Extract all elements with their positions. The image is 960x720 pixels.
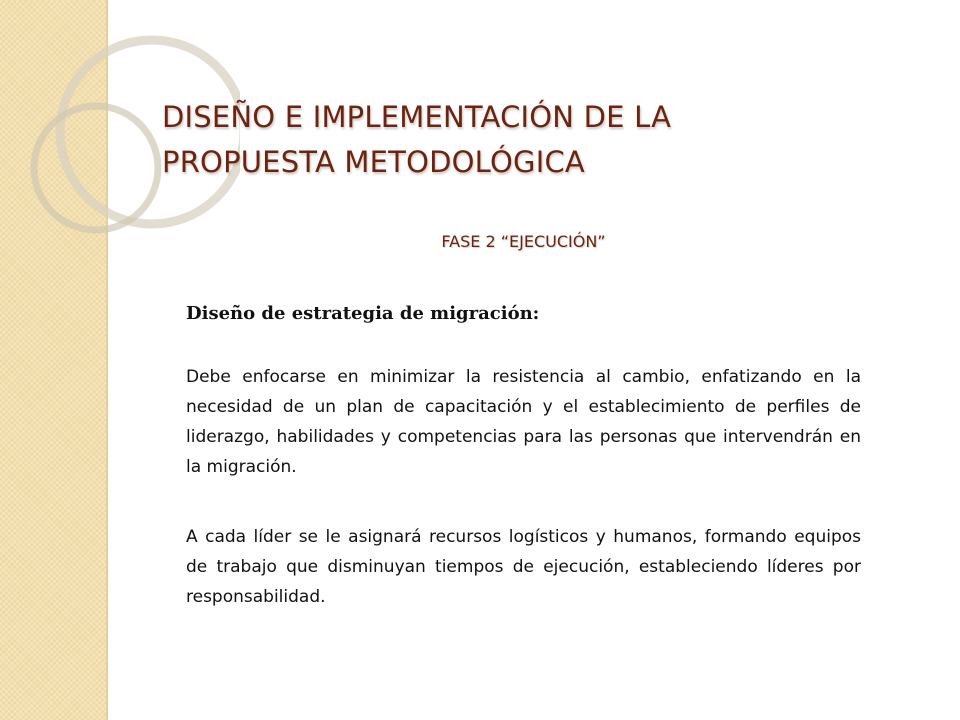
slide-title-line-2: PROPUESTA METODOLÓGICA [162, 145, 585, 179]
body-paragraph-1: Debe enfocarse en minimizar la resistencia al cambio, enfatizando en la necesidad de un plan de capacitación y el establecimiento de perfiles de liderazgo, habilidades y competencias para las personas que intervendrán en la migración. [186, 367, 861, 477]
slide-title [162, 95, 862, 185]
section-heading: Diseño de estrategia de migración: [186, 303, 540, 324]
body-paragraph-2: A cada líder se le asignará recursos logísticos y humanos, formando equipos de trabajo que disminuyan tiempos de ejecución, estableciendo líderes por responsabilidad. [186, 527, 861, 607]
phase-subtitle: FASE 2 “EJECUCIÓN” [441, 232, 606, 251]
slide-title-line-1: DISEÑO E IMPLEMENTACIÓN DE LA [162, 100, 672, 134]
decorative-ring-small [34, 106, 158, 230]
slide-body [186, 300, 861, 612]
